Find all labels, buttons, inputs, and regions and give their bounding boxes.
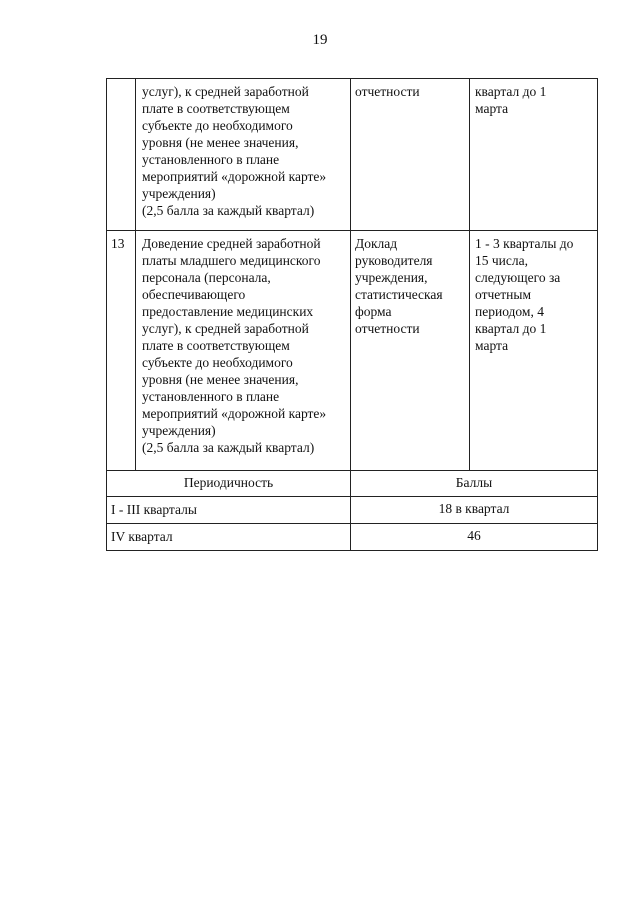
data-source: отчетности (355, 84, 420, 99)
criterion-description: Доведение средней заработной платы младшего медицинского персонала (персонала, обеспечивающего предоставление медицинских услуг), к средней заработной плате в соответствующем субъекте до необходимого уровня (не менее значения, установленного в плане мероприятий «дорожной карте» учреждения) (2,5 балла за каждый квартал) (142, 236, 327, 455)
reporting-term: квартал до 1 марта (475, 84, 547, 116)
period-cell: I - III кварталы (107, 497, 351, 524)
summary-row (107, 524, 598, 551)
points-header: Баллы (351, 471, 598, 497)
table-row (107, 231, 598, 471)
term-cell (470, 79, 598, 231)
row-number: 13 (111, 236, 125, 251)
table-row (107, 79, 598, 231)
source-cell (351, 231, 470, 471)
period-header: Периодичность (107, 471, 351, 497)
row-number-cell (107, 231, 136, 471)
summary-row (107, 497, 598, 524)
term-cell (470, 231, 598, 471)
reporting-term: 1 - 3 кварталы до 15 числа, следующего за отчетным периодом, 4 квартал до 1 марта (475, 236, 574, 353)
source-cell (351, 79, 470, 231)
summary-header-row (107, 471, 598, 497)
row-number-cell (107, 79, 136, 231)
criteria-table (106, 78, 598, 551)
description-cell (136, 231, 351, 471)
page-number: 19 (312, 32, 328, 48)
description-cell (136, 79, 351, 231)
points-cell: 46 (351, 524, 598, 551)
period-cell: IV квартал (107, 524, 351, 551)
criterion-description: услуг), к средней заработной плате в соответствующем субъекте до необходимого уровня (не менее значения, установленного в плане мероприятий «дорожной карте» учреждения) (2,5 балла за каждый квартал) (142, 84, 327, 218)
points-cell: 18 в квартал (351, 497, 598, 524)
data-source: Доклад руководителя учреждения, статистическая форма отчетности (355, 236, 443, 336)
